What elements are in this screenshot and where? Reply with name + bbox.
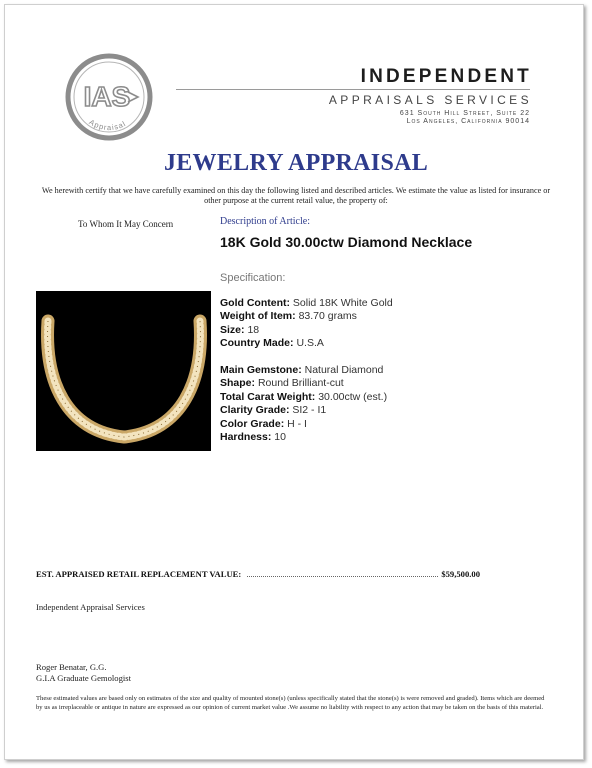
document-title: JEWELRY APPRAISAL (163, 150, 429, 176)
spec-value: H - I (287, 417, 307, 430)
header-divider (176, 89, 530, 90)
spec-label: Hardness (220, 431, 268, 444)
spec-separator: : (267, 431, 275, 444)
firm-name: Independent Appraisal Services (36, 602, 145, 612)
logo-arc-text: Appraisal (87, 117, 128, 133)
signer-title: G.I.A Graduate Gemologist (36, 673, 131, 683)
disclaimer: These estimated values are based only on estimates of the size and quality of mounted stone(s) (unless specifically stated that the stone(s) is were removed and graded). Items which are deemed by us as irreplaceable or antique in nature are expressed as our opinion of current market value .We assume no liability with respect to any action that may be taken on the basis of this material. (36, 695, 545, 711)
spec-label: Clarity Grade (220, 404, 286, 417)
spec-label: Weight of Item (220, 310, 293, 323)
spec-row (220, 377, 387, 390)
spec-value: Natural Diamond (304, 364, 384, 376)
spec-value: 30.00ctw (est.) (318, 390, 388, 403)
spec-separator: : (241, 323, 248, 336)
leader-dots (247, 576, 438, 577)
spec-value: SI2 - I1 (292, 404, 327, 417)
appraised-value-label: EST. APPRAISED RETAIL REPLACEMENT VALUE: (36, 569, 242, 579)
address-line-2: Los Angeles, California 90014 (406, 118, 530, 125)
metal-specs (220, 297, 393, 351)
spec-label: Shape (220, 377, 252, 390)
ias-logo (64, 52, 154, 142)
spec-separator: : (285, 404, 293, 417)
spec-value: 18 (247, 323, 260, 336)
spec-label: Main Gemstone (220, 364, 299, 376)
gemstone-specs (220, 364, 387, 444)
certification-text: We herewith certify that we have carefully examined on this day the following listed and described articles. We estimate the value as listed for insurance or other purpose at the current retail value, the property of: (41, 186, 551, 205)
article-title: 18K Gold 30.00ctw Diamond Necklace (220, 234, 473, 250)
spec-row (220, 297, 393, 310)
spec-row (220, 431, 387, 444)
company-name: INDEPENDENT (360, 66, 532, 87)
spec-separator: : (298, 364, 305, 376)
spec-label: Size (220, 323, 242, 336)
appraised-value-line (36, 569, 480, 579)
spec-separator: : (280, 417, 288, 430)
spec-value: 10 (274, 431, 286, 444)
spec-label: Color Grade (220, 417, 281, 430)
spec-row (220, 404, 387, 417)
spec-row (220, 324, 393, 337)
address-line-1: 631 South Hill Street, Suite 22 (399, 110, 530, 117)
spec-row (220, 337, 393, 350)
signer-name: Roger Benatar, G.G. (36, 662, 107, 672)
recipient: To Whom It May Concern (78, 219, 174, 229)
spec-row (220, 364, 387, 377)
spec-label: Country Made (220, 337, 291, 350)
spec-value: 83.70 grams (298, 310, 357, 323)
spec-value: Solid 18K White Gold (292, 297, 393, 309)
spec-value: Round Brilliant-cut (257, 377, 344, 390)
spec-label: Gold Content (220, 297, 287, 309)
company-subtitle: APPRAISALS SERVICES (328, 93, 532, 107)
spec-separator: : (290, 337, 297, 350)
spec-separator: : (311, 390, 319, 403)
spec-separator: : (292, 310, 299, 323)
appraised-value-amount: $59,500.00 (441, 569, 480, 579)
logo-initials: IAS (83, 81, 131, 112)
spec-row (220, 391, 387, 404)
spec-label: Total Carat Weight (220, 390, 312, 403)
description-label: Description of Article: (220, 216, 310, 227)
spec-value: U.S.A (296, 337, 324, 350)
spec-separator: : (251, 377, 258, 390)
spec-row (220, 418, 387, 431)
spec-row (220, 310, 393, 323)
specification-label: Specification: (220, 272, 286, 284)
necklace-photo (36, 291, 211, 451)
spec-separator: : (286, 297, 293, 309)
